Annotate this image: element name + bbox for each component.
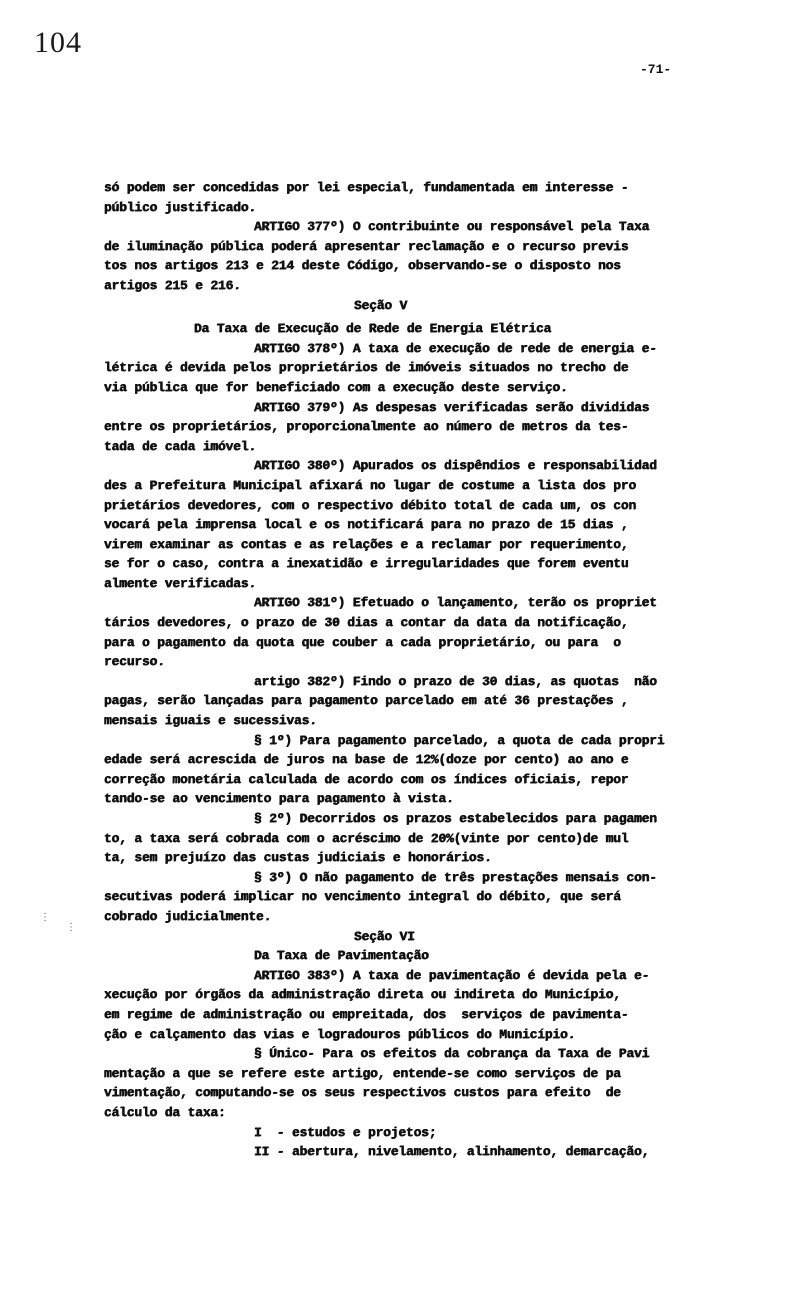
text-line: cobrado judicialmente. [104, 908, 272, 924]
text-line: de iluminação pública poderá apresentar reclamação e o recurso previs [104, 238, 629, 254]
text-line: público justificado. [104, 199, 257, 215]
article-heading-line: ARTIGO 379º) As despesas verificadas serão divididas [254, 399, 650, 415]
text-line: tando-se ao vencimento para pagamento à vista. [104, 791, 454, 807]
text-line: létrica é devida pelos proprietários de imóveis situados no trecho de [104, 360, 629, 376]
article-heading-line: ARTIGO 378º) A taxa de execução de rede de energia e- [254, 340, 657, 356]
text-line: to, a taxa será cobrada com o acréscimo de 20%(vinte por cento)de mul [104, 830, 629, 846]
text-line: secutivas poderá implicar no vencimento integral do débito, que será [104, 889, 621, 905]
text-line: prietários devedores, com o respectivo débito total de cada um, os con [104, 497, 637, 513]
text-line: artigos 215 e 216. [104, 277, 241, 293]
paragraph-heading-line: § 3º) O não pagamento de três prestações mensais con- [254, 869, 657, 885]
text-line: em regime de administração ou empreitada, dos serviços de pavimenta- [104, 1006, 629, 1022]
article-heading-line: ARTIGO 383º) A taxa de pavimentação é devida pela e- [254, 967, 650, 983]
text-line: via pública que for beneficiado com a execução deste serviço. [104, 379, 568, 395]
text-line: cálculo da taxa: [104, 1104, 226, 1120]
page-number-stamp: 104 [34, 26, 82, 59]
paragraph-heading-line: § Único- Para os efeitos da cobrança da Taxa de Pavi [254, 1046, 650, 1062]
list-item: II - abertura, nivelamento, alinhamento, demarcação, [254, 1144, 650, 1160]
text-line: almente verificadas. [104, 575, 257, 591]
text-line: ta, sem prejuízo das custas judiciais e honorários. [104, 850, 492, 866]
text-line: entre os proprietários, proporcionalmente ao número de metros da tes- [104, 419, 629, 435]
article-heading-line: ARTIGO 377º) O contribuinte ou responsável pela Taxa [254, 219, 650, 235]
text-line: des a Prefeitura Municipal afixará no lugar de costume a lista dos pro [104, 477, 637, 493]
paragraph-heading-line: § 1º) Para pagamento parcelado, a quota de cada propri [254, 732, 665, 748]
section-title: Da Taxa de Execução de Rede de Energia Elétrica [194, 321, 552, 337]
text-line: mentação a que se refere este artigo, entende-se como serviços de pa [104, 1065, 621, 1081]
scan-artifact: ⋮ [66, 923, 76, 934]
text-line: edade será acrescida de juros na base de 12%(doze por cento) ao ano e [104, 752, 629, 768]
article-heading-line: ARTIGO 381º) Efetuado o lançamento, terão os propriet [254, 595, 657, 611]
text-line: mensais iguais e sucessivas. [104, 713, 317, 729]
text-line: xecução por órgãos da administração direta ou indireta do Município, [104, 987, 621, 1003]
text-line: se for o caso, contra a inexatidão e irregularidades que forem eventu [104, 556, 629, 572]
article-heading-line: artigo 382º) Findo o prazo de 30 dias, as quotas não [254, 673, 657, 689]
section-heading: Seção VI [354, 928, 415, 944]
text-line: correção monetária calculada de acordo com os índices oficiais, repor [104, 771, 629, 787]
text-line: vimentação, computando-se os seus respectivos custos para efeito de [104, 1085, 621, 1101]
list-item: I - estudos e projetos; [254, 1124, 437, 1140]
text-line: tos nos artigos 213 e 214 deste Código, observando-se o disposto nos [104, 258, 621, 274]
scan-artifact: ⋮ [40, 913, 50, 924]
text-line: ção e calçamento das vias e logradouros públicos do Município. [104, 1026, 576, 1042]
text-line: virem examinar as contas e as relações e a reclamar por requerimento, [104, 536, 629, 552]
text-line: tários devedores, o prazo de 30 dias a contar da data da notificação, [104, 615, 629, 631]
paragraph-heading-line: § 2º) Decorridos os prazos estabelecidos para pagamen [254, 811, 657, 826]
text-line: tada de cada imóvel. [104, 438, 257, 454]
text-line: recurso. [104, 654, 165, 670]
section-title: Da Taxa de Pavimentação [254, 948, 429, 964]
article-heading-line: ARTIGO 380º) Apurados os dispêndios e responsabilidad [254, 458, 657, 474]
typed-page-number: -71- [640, 62, 672, 77]
section-heading: Seção V [354, 297, 408, 313]
text-line: vocará pela imprensa local e os notificará para no prazo de 15 dias , [104, 517, 629, 533]
document-body [104, 178, 744, 1162]
text-line: para o pagamento da quota que couber a cada proprietário, ou para o [104, 634, 621, 650]
text-line: pagas, serão lançadas para pagamento parcelado em até 36 prestações , [104, 693, 629, 709]
text-line: só podem ser concedidas por lei especial, fundamentada em interesse - [104, 180, 629, 195]
